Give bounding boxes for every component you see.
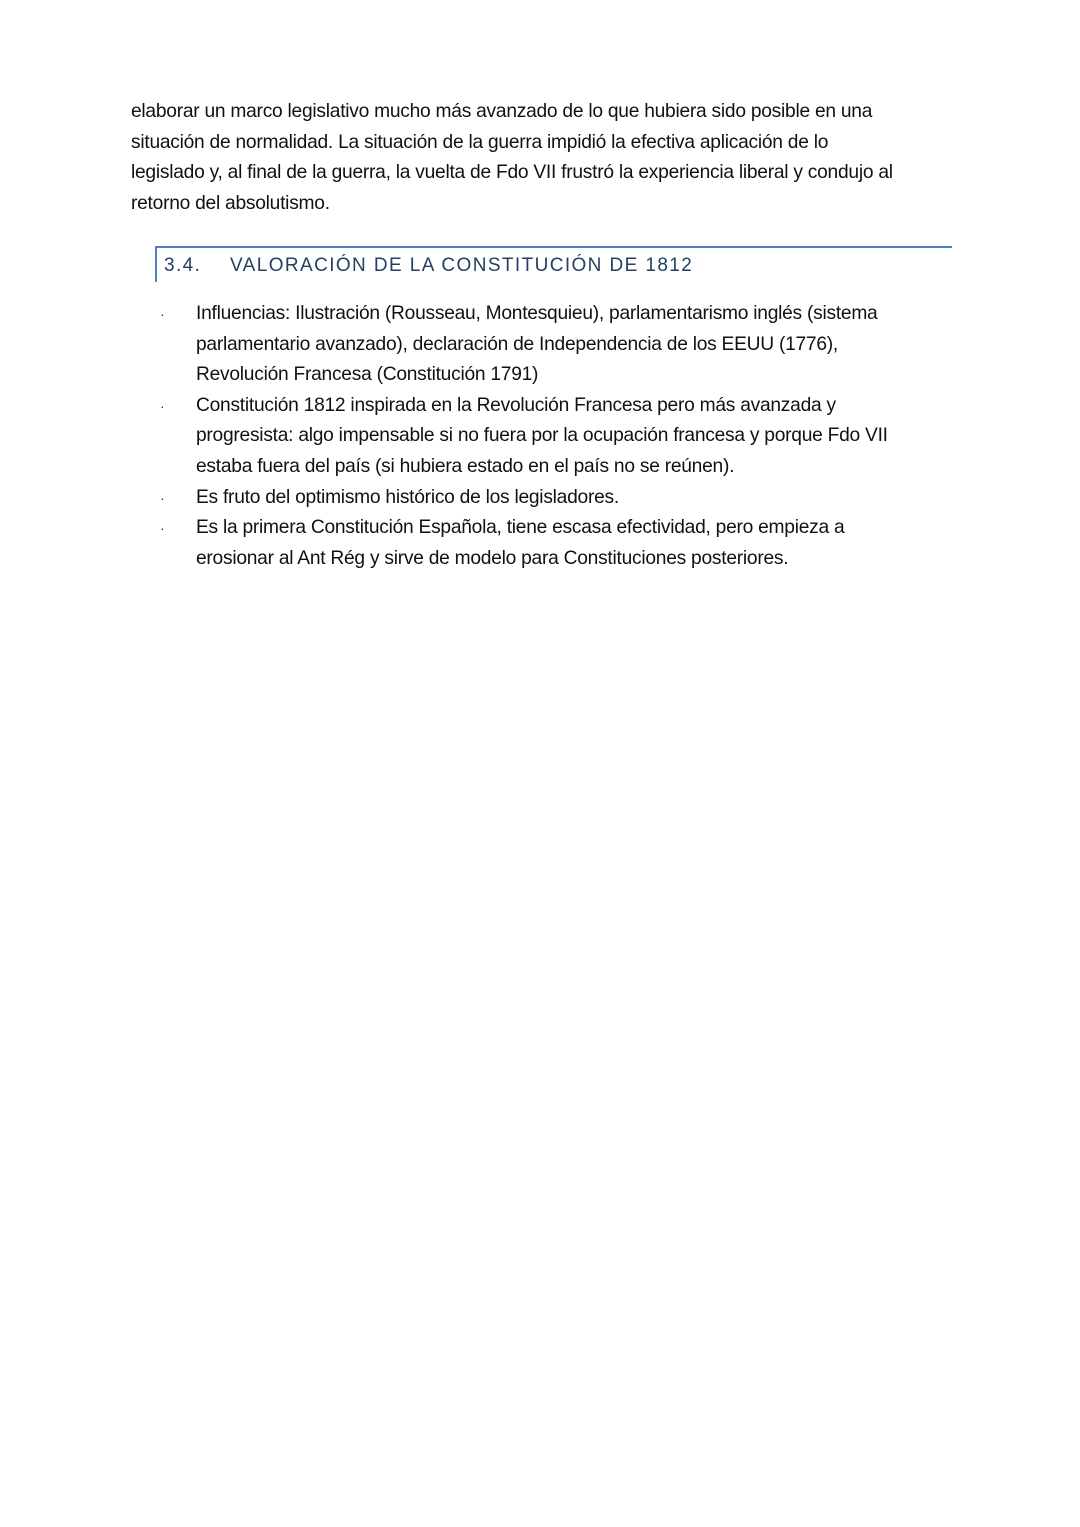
- bullet-list: [160, 299, 960, 574]
- list-item: [160, 299, 960, 391]
- list-item: [160, 513, 960, 574]
- list-item-line: Revolución Francesa (Constitución 1791): [196, 364, 539, 386]
- bullet-icon: ·: [160, 397, 165, 414]
- list-item-line: Constitución 1812 inspirada en la Revolución Francesa pero más avanzada y: [196, 394, 836, 416]
- intro-paragraph: [131, 97, 961, 219]
- paragraph-line: situación de normalidad. La situación de la guerra impidió la efectiva aplicación de lo: [131, 131, 829, 153]
- paragraph-line: elaborar un marco legislativo mucho más avanzado de lo que hubiera sido posible en una: [131, 101, 873, 122]
- bullet-icon: ·: [160, 306, 165, 322]
- section-heading: [155, 246, 952, 282]
- list-item: [160, 391, 960, 483]
- bullet-icon: ·: [160, 489, 165, 506]
- paragraph-line: legislado y, al final de la guerra, la vuelta de Fdo VII frustró la experiencia liberal y condujo al: [131, 162, 893, 184]
- list-item-line: estaba fuera del país (si hubiera estado en el país no se reúnen).: [196, 455, 735, 477]
- list-item-line: erosionar al Ant Rég y sirve de modelo para Constituciones posteriores.: [196, 547, 789, 569]
- list-item-line: Influencias: Ilustración (Rousseau, Montesquieu), parlamentarismo inglés (sistema: [196, 303, 878, 324]
- paragraph-line: retorno del absolutismo.: [131, 192, 330, 214]
- section-heading-text: [164, 255, 693, 277]
- section-number: 3.4.: [164, 255, 202, 276]
- bullet-icon: ·: [160, 520, 165, 537]
- list-item-line: parlamentario avanzado), declaración de Independencia de los EEUU (1776),: [196, 333, 838, 355]
- section-title: VALORACIÓN DE LA CONSTITUCIÓN DE 1812: [230, 255, 694, 276]
- list-item: [160, 483, 960, 514]
- list-item-line: Es fruto del optimismo histórico de los legisladores.: [196, 486, 619, 508]
- list-item-line: progresista: algo impensable si no fuera por la ocupación francesa y porque Fdo VII: [196, 425, 888, 447]
- list-item-line: Es la primera Constitución Española, tiene escasa efectividad, pero empieza a: [196, 517, 845, 539]
